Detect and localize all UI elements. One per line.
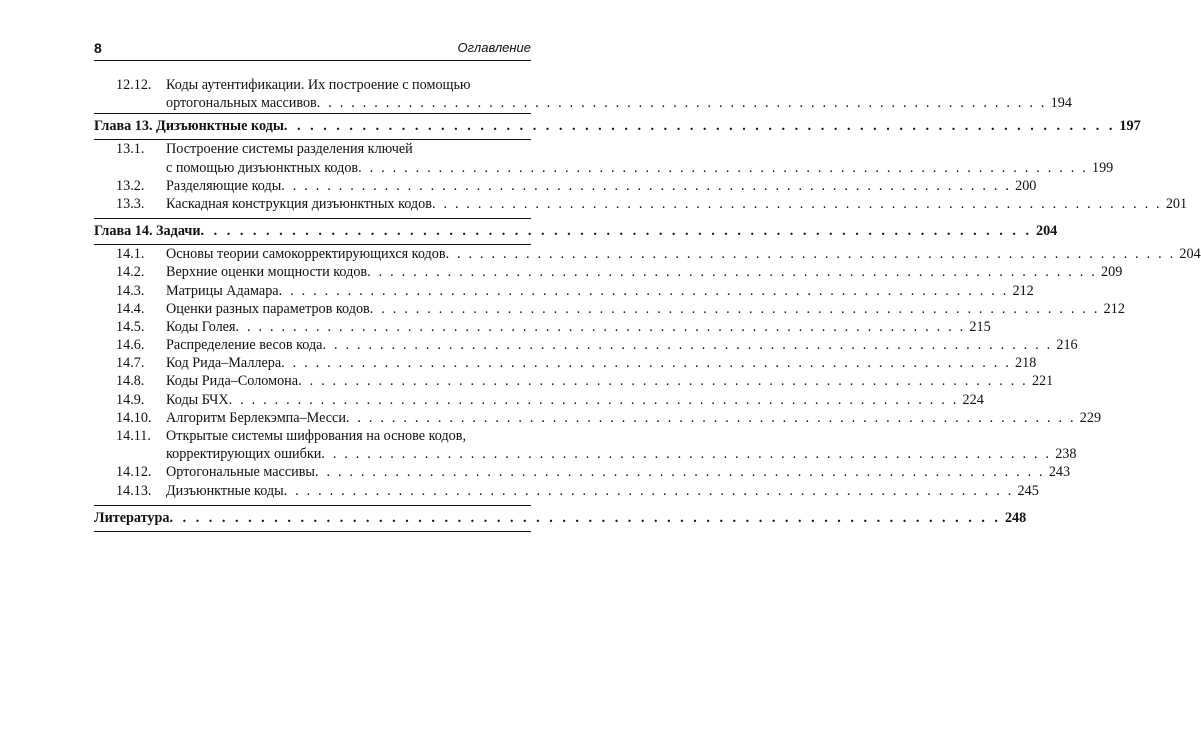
chapter-page: 197: [1119, 118, 1141, 135]
chapter-label: Глава 13. Дизъюнктные коды: [94, 118, 284, 135]
leader-dots: . . . . . . . . . . . . . . . . . . . . . . . . . . . . . . . . . . . . . . . . . . . . . . . . . . . . . . . . . . . . . . . .: [431, 195, 1162, 212]
entry-page: 194: [1050, 95, 1072, 112]
entry-title: Коды Рида–Соломона: [166, 373, 299, 390]
entry-title: Код Рида–Маллера: [166, 355, 282, 372]
leader-dots: . . . . . . . . . . . . . . . . . . . . . . . . . . . . . . . . . . . . . . . . . . . . . . . . . . . . . . . . . . . . . . . .: [367, 264, 1097, 281]
entry-page: 221: [1031, 373, 1054, 390]
entry-page: 212: [1103, 300, 1125, 317]
chapter-label: Глава 14. Задачи: [94, 223, 201, 240]
entry-number: 14.11.: [116, 428, 151, 445]
entry-page: 224: [962, 391, 984, 408]
toc-entry-14-3[interactable]: [94, 282, 1034, 300]
entry-number: 14.8.: [116, 373, 145, 390]
entry-title: Ортогональные массивы: [166, 464, 315, 481]
entry-page: 204: [1179, 246, 1201, 263]
entry-page: 215: [969, 318, 991, 335]
entry-title-line1: Построение системы разделения ключей: [166, 141, 413, 158]
toc-entry-14-9[interactable]: [94, 391, 984, 409]
chapter-page: 204: [1035, 223, 1058, 240]
leader-dots: . . . . . . . . . . . . . . . . . . . . . . . . . . . . . . . . . . . . . . . . . . . . . . . . . . . . . . . . . . . . . . . .: [314, 464, 1045, 481]
entry-title-line2: ортогональных массивов: [166, 95, 317, 112]
leader-dots: . . . . . . . . . . . . . . . . . . . . . . . . . . . . . . . . . . . . . . . . . . . . . . . . . . . . . . . . . . . . . . . .: [445, 246, 1176, 263]
table-of-contents: [94, 76, 1201, 532]
page-number: 8: [94, 40, 102, 56]
entry-number: 14.1.: [116, 246, 145, 263]
leader-dots: . . . . . . . . . . . . . . . . . . . . . . . . . . . . . . . . . . . . . . . . . . . . . . . . . . . . . . . . . . . . . . . .: [169, 509, 1001, 526]
toc-entry-13-3[interactable]: [94, 195, 1188, 213]
toc-chapter-14[interactable]: [94, 219, 1058, 243]
entry-number: 14.4.: [116, 300, 145, 317]
entry-number: 14.10.: [116, 409, 152, 426]
toc-entry-14-6[interactable]: [94, 336, 1078, 354]
entry-number: 14.3.: [116, 282, 145, 299]
entry-number: 14.13.: [116, 482, 152, 499]
toc-entry-14-13[interactable]: [94, 482, 1039, 500]
toc-literature[interactable]: [94, 506, 1027, 530]
leader-dots: . . . . . . . . . . . . . . . . . . . . . . . . . . . . . . . . . . . . . . . . . . . . . . . . . . . . . . . . . . . . . . . .: [278, 282, 1009, 299]
entry-title: Алгоритм Берлекэмпа–Месси: [166, 409, 346, 426]
entry-title: Матрицы Адамара: [166, 282, 279, 299]
toc-entry-14-8[interactable]: [94, 372, 1054, 390]
leader-dots: . . . . . . . . . . . . . . . . . . . . . . . . . . . . . . . . . . . . . . . . . . . . . . . . . . . . . . . . . . . . . . . .: [281, 355, 1012, 372]
entry-number: 14.6.: [116, 337, 145, 354]
literature-label: Литература: [94, 509, 170, 526]
toc-entry-13-2[interactable]: [94, 177, 1037, 195]
entry-page: 216: [1056, 337, 1078, 354]
page-header: [94, 38, 531, 61]
leader-dots: . . . . . . . . . . . . . . . . . . . . . . . . . . . . . . . . . . . . . . . . . . . . . . . . . . . . . . . . . . . . . . . .: [298, 373, 1028, 390]
entry-title: Коды БЧХ: [166, 391, 229, 408]
entry-page: 245: [1017, 482, 1039, 499]
leader-dots: . . . . . . . . . . . . . . . . . . . . . . . . . . . . . . . . . . . . . . . . . . . . . . . . . . . . . . . . . . . . . . . .: [316, 95, 1047, 112]
leader-dots: . . . . . . . . . . . . . . . . . . . . . . . . . . . . . . . . . . . . . . . . . . . . . . . . . . . . . . . . . . . . . . . .: [345, 409, 1076, 426]
entry-title: Распределение весов кода: [166, 337, 323, 354]
toc-entry-14-12[interactable]: [94, 463, 1071, 481]
entry-page: 229: [1079, 409, 1102, 426]
entry-title-line2: с помощью дизъюнктных кодов: [166, 159, 359, 176]
entry-title-line1: Открытые системы шифрования на основе кодов,: [166, 428, 466, 445]
entry-page: 209: [1101, 264, 1123, 281]
entry-number: 14.7.: [116, 355, 145, 372]
entry-title: Разделяющие коды: [166, 177, 282, 194]
entry-page: 218: [1015, 355, 1037, 372]
entry-title-line1: Коды аутентификации. Их построение с помощью: [166, 77, 471, 93]
entry-title: Верхние оценки мощности кодов: [166, 264, 368, 281]
entry-number: 14.12.: [116, 464, 152, 481]
toc-entry-14-4[interactable]: [94, 300, 1125, 318]
leader-dots: . . . . . . . . . . . . . . . . . . . . . . . . . . . . . . . . . . . . . . . . . . . . . . . . . . . . . . . . . . . . . . . .: [281, 177, 1012, 194]
toc-entry-13-1[interactable]: [94, 140, 1114, 176]
toc-entry-14-1[interactable]: [94, 245, 1201, 263]
toc-entry-12-12[interactable]: [94, 76, 1072, 112]
leader-dots: . . . . . . . . . . . . . . . . . . . . . . . . . . . . . . . . . . . . . . . . . . . . . . . . . . . . . . . . . . . . . . . .: [322, 337, 1053, 354]
leader-dots: . . . . . . . . . . . . . . . . . . . . . . . . . . . . . . . . . . . . . . . . . . . . . . . . . . . . . . . . . . . . . . . .: [228, 391, 959, 408]
toc-entry-14-2[interactable]: [94, 263, 1123, 281]
entry-page: 243: [1048, 464, 1071, 481]
leader-dots: . . . . . . . . . . . . . . . . . . . . . . . . . . . . . . . . . . . . . . . . . . . . . . . . . . . . . . . . . . . . . . . .: [358, 159, 1088, 176]
leader-dots: . . . . . . . . . . . . . . . . . . . . . . . . . . . . . . . . . . . . . . . . . . . . . . . . . . . . . . . . . . . . . . . .: [283, 482, 1014, 499]
entry-number: 13.3.: [116, 195, 145, 212]
entry-number: 12.12.: [116, 77, 152, 93]
entry-title: Основы теории самокорректирующихся кодов: [166, 246, 446, 263]
entry-number: 13.2.: [116, 177, 145, 194]
toc-chapter-13[interactable]: [94, 114, 1141, 138]
leader-dots: . . . . . . . . . . . . . . . . . . . . . . . . . . . . . . . . . . . . . . . . . . . . . . . . . . . . . . . . . . . . . . . .: [235, 318, 966, 335]
leader-dots: . . . . . . . . . . . . . . . . . . . . . . . . . . . . . . . . . . . . . . . . . . . . . . . . . . . . . . . . . . . . . . . .: [283, 118, 1116, 135]
entry-title: Каскадная конструкция дизъюнктных кодов: [166, 195, 432, 212]
running-title: Оглавление: [457, 40, 531, 55]
entry-title-line2: корректирующих ошибки: [166, 446, 322, 463]
entry-title: Коды Голея: [166, 318, 236, 335]
leader-dots: . . . . . . . . . . . . . . . . . . . . . . . . . . . . . . . . . . . . . . . . . . . . . . . . . . . . . . . . . . . . . . . .: [369, 300, 1100, 317]
entry-page: 200: [1015, 177, 1037, 194]
divider: [94, 531, 531, 532]
literature-page: 248: [1004, 509, 1027, 526]
entry-number: 13.1.: [116, 141, 145, 158]
entry-number: 14.9.: [116, 391, 145, 408]
toc-entry-14-10[interactable]: [94, 409, 1102, 427]
entry-number: 14.5.: [116, 318, 145, 335]
toc-entry-14-5[interactable]: [94, 318, 991, 336]
entry-page: 199: [1091, 159, 1114, 176]
toc-entry-14-7[interactable]: [94, 354, 1037, 372]
entry-page: 201: [1165, 195, 1188, 212]
entry-page: 212: [1012, 282, 1034, 299]
entry-title: Оценки разных параметров кодов: [166, 300, 370, 317]
leader-dots: . . . . . . . . . . . . . . . . . . . . . . . . . . . . . . . . . . . . . . . . . . . . . . . . . . . . . . . . . . . . . . . .: [200, 223, 1032, 240]
entry-number: 14.2.: [116, 264, 145, 281]
leader-dots: . . . . . . . . . . . . . . . . . . . . . . . . . . . . . . . . . . . . . . . . . . . . . . . . . . . . . . . . . . . . . . . .: [321, 446, 1052, 463]
toc-entry-14-11[interactable]: [94, 427, 1077, 463]
entry-title: Дизъюнктные коды: [166, 482, 284, 499]
entry-page: 238: [1055, 446, 1077, 463]
